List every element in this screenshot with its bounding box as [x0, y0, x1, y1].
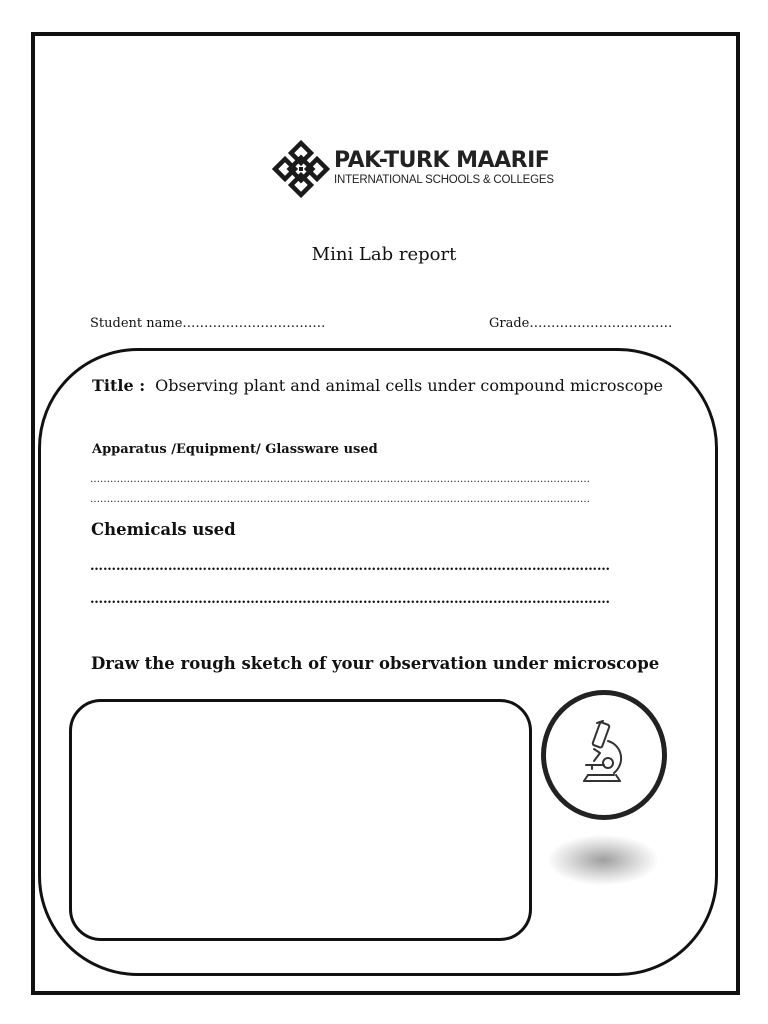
apparatus-line-1[interactable]: ……………………………………………………………………………………………………………………………………: [90, 474, 590, 485]
grade-field[interactable]: Grade……………………………: [489, 316, 673, 331]
title-label: Title :: [92, 376, 146, 395]
chemicals-line-2[interactable]: …………………………………………………………………………………………………………: [90, 592, 610, 607]
school-logo: [272, 140, 554, 200]
student-name-field[interactable]: Student name……………………………: [90, 316, 326, 331]
logo-subtitle: INTERNATIONAL SCHOOLS & COLLEGES: [334, 174, 554, 186]
microscope-icon: [574, 719, 634, 791]
sketch-heading: Draw the rough sketch of your observation under microscope: [91, 654, 660, 673]
title-value: Observing plant and animal cells under compound microscope: [155, 376, 663, 395]
apparatus-line-2[interactable]: ……………………………………………………………………………………………………………………………………: [90, 494, 590, 505]
sketch-area[interactable]: [69, 699, 532, 941]
microscope-badge: [541, 690, 667, 820]
knot-emblem-icon: [272, 140, 330, 198]
logo-name: PAK-TURK MAARIF: [334, 148, 550, 173]
chemicals-line-1[interactable]: …………………………………………………………………………………………………………: [90, 559, 610, 574]
report-title-row: [92, 376, 663, 395]
microscope-shadow: [548, 835, 658, 885]
document-title: Mini Lab report: [311, 244, 457, 265]
chemicals-heading: Chemicals used: [91, 520, 236, 539]
apparatus-heading: Apparatus /Equipment/ Glassware used: [92, 442, 378, 457]
